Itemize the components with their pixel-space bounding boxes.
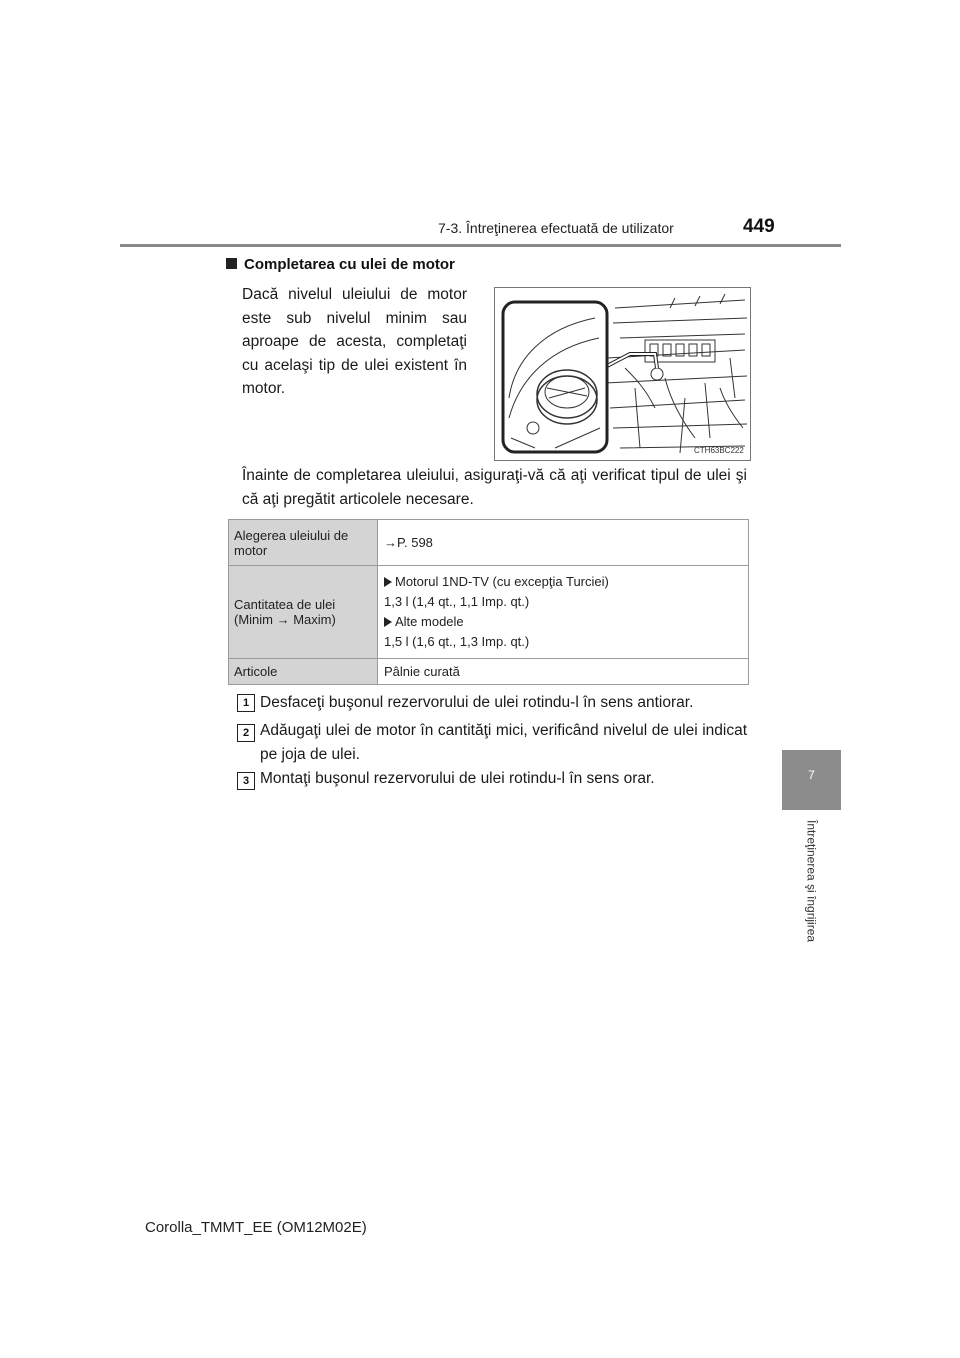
table-label-oil-capacity xyxy=(229,566,378,659)
step-number-2: 2 xyxy=(237,724,255,742)
capacity-item2-value: 1,5 l (1,6 qt., 1,3 Imp. qt.) xyxy=(384,634,530,649)
triangle-bullet-icon xyxy=(384,577,392,587)
capacity-item2-title xyxy=(384,612,748,632)
intro-paragraph: Dacă nivelul uleiului de motor este sub nivelul minim sau aproape de acesta, completaţi cu acelaşi tip de ulei existent în motor. xyxy=(242,286,467,397)
engine-bay-drawing xyxy=(495,288,750,460)
document-footer: Corolla_TMMT_EE (OM12M02E) xyxy=(145,1219,367,1236)
figure-code: CTH63BC222 xyxy=(694,446,744,455)
table-label-oil-selection: Alegerea uleiului de motor xyxy=(229,520,378,566)
step-number-3: 3 xyxy=(237,772,255,790)
oil-info-table xyxy=(228,519,749,685)
section-heading xyxy=(226,256,455,273)
header-divider xyxy=(120,244,841,247)
step-text-1: Desfaceţi buşonul rezervorului de ulei rotindu-l în sens antiorar. xyxy=(260,694,694,711)
chapter-side-label xyxy=(782,810,841,1110)
step-number-1: 1 xyxy=(237,694,255,712)
capacity-item1-title-text: Motorul 1ND-TV (cu excepţia Turciei) xyxy=(395,574,609,589)
capacity-item1-value: 1,3 l (1,4 qt., 1,1 Imp. qt.) xyxy=(384,594,530,609)
chapter-tab-number: 7 xyxy=(808,768,815,782)
table-row xyxy=(229,566,749,659)
step-text-2: Adăugaţi ulei de motor în cantităţi mici, verificând nivelul de ulei indicat pe joja de ulei. xyxy=(260,722,747,763)
page-number: 449 xyxy=(743,216,775,237)
capacity-label-line1: Cantitatea de ulei xyxy=(234,597,336,612)
step-text-3: Montaţi buşonul rezervorului de ulei rotindu-l în sens orar. xyxy=(260,770,655,787)
capacity-item2-title-text: Alte modele xyxy=(395,614,464,629)
note-paragraph: Înainte de completarea uleiului, asiguraţi-vă că aţi verificat tipul de ulei şi că aţi pregătit articolele necesare. xyxy=(242,467,747,508)
capacity-label-line2: (Minim → Maxim) xyxy=(234,612,336,627)
table-row xyxy=(229,659,749,685)
table-value-items: Pâlnie curată xyxy=(378,659,749,685)
section-heading-text: Completarea cu ulei de motor xyxy=(244,256,455,273)
table-value-oil-selection: →P. 598 xyxy=(378,520,749,566)
oil-filler-cap-illustration xyxy=(494,287,751,461)
table-row xyxy=(229,520,749,566)
capacity-item1-title xyxy=(384,572,748,592)
running-header-section: 7-3. Întreţinerea efectuată de utilizator xyxy=(438,220,674,236)
chapter-side-title: Întreţinerea şi îngrijirea xyxy=(804,820,819,943)
triangle-bullet-icon xyxy=(384,617,392,627)
table-label-items: Articole xyxy=(229,659,378,685)
square-bullet-icon xyxy=(226,258,237,269)
table-value-oil-capacity xyxy=(378,566,749,659)
